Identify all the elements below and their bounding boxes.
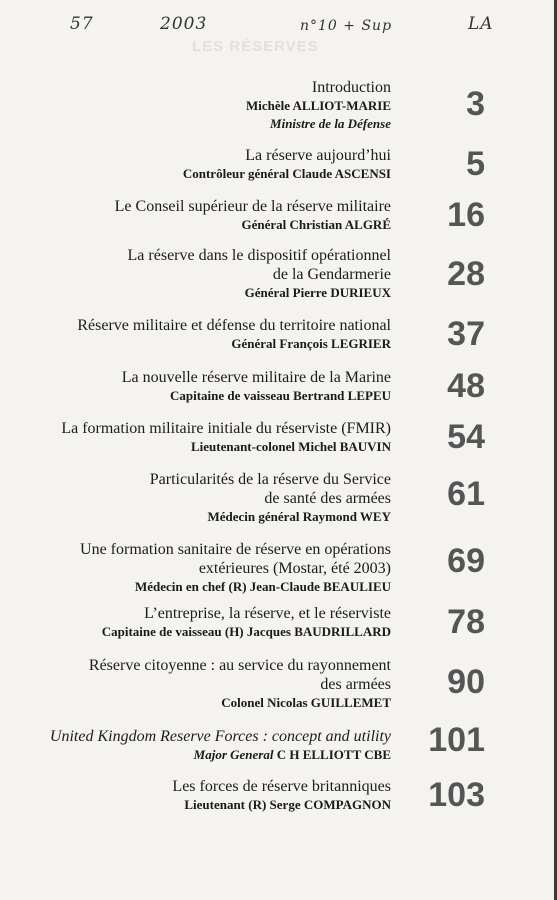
entry-text — [115, 197, 391, 234]
entry-text — [128, 246, 391, 302]
entry-title: Le Conseil supérieur de la réserve militaire — [114, 198, 391, 215]
entry-author: Lieutenant-colonel Michel BAUVIN — [190, 439, 391, 454]
page-number: 61 — [447, 475, 485, 513]
entry-title: La formation militaire initiale du réserviste (FMIR) — [61, 420, 391, 437]
entry-title: Introduction — [311, 79, 391, 96]
entry-text — [50, 727, 391, 764]
entry-author: Lieutenant (R) Serge COMPAGNON — [184, 797, 391, 812]
entry-author: Michèle ALLIOT-MARIE — [245, 98, 391, 113]
entry-title: La réserve dans le dispositif opérationnel — [127, 247, 391, 264]
entry-author: Contrôleur général Claude ASCENSI — [182, 166, 391, 181]
entry-title: La réserve aujourd’hui — [245, 147, 391, 164]
entry-title: L’entreprise, la réserve, et le réserviste — [144, 605, 391, 622]
entry-text — [80, 540, 391, 596]
entry-text — [61, 419, 391, 456]
handwritten-note-4: LA — [468, 14, 494, 34]
entry-text — [89, 656, 391, 712]
page-number: 78 — [447, 603, 485, 641]
entry-text — [246, 78, 391, 132]
entry-text — [122, 368, 391, 405]
entry-title: United Kingdom Reserve Forces : concept and utility — [49, 728, 391, 745]
entry-title: Les forces de réserve britanniques — [172, 778, 391, 795]
entry-title-line-2: de la Gendarmerie — [272, 266, 391, 283]
page-number: 28 — [447, 255, 485, 293]
entry-title-line-2: extérieures (Mostar, été 2003) — [198, 560, 391, 577]
entry-author: Médecin général Raymond WEY — [207, 509, 391, 524]
handwritten-note-1: 57 — [70, 14, 94, 34]
handwritten-note-3: n°10 + Sup — [300, 18, 393, 34]
entry-author: Capitaine de vaisseau Bertrand LEPEU — [169, 388, 391, 403]
header-ghost: LES RÉSERVES — [192, 38, 319, 55]
page-number: 103 — [428, 776, 485, 814]
entry-author-name: C H ELLIOTT CBE — [276, 747, 391, 762]
entry-author: Général Pierre DURIEUX — [244, 285, 391, 300]
entry-text — [77, 316, 391, 353]
entry-text — [172, 777, 391, 814]
handwritten-note-2: 2003 — [160, 14, 208, 34]
entry-title: Réserve militaire et défense du territoire national — [77, 317, 391, 334]
entry-title-line-2: de santé des armées — [264, 490, 391, 507]
page-number: 3 — [466, 85, 485, 123]
page-number: 90 — [447, 663, 485, 701]
entry-text — [183, 146, 391, 183]
page-number: 16 — [447, 196, 485, 234]
entry-text — [102, 604, 391, 641]
entry-author — [50, 746, 391, 764]
page-number: 5 — [466, 145, 485, 183]
entry-author: Colonel Nicolas GUILLEMET — [221, 695, 391, 710]
entry-role: Ministre de la Défense — [270, 116, 391, 131]
entry-author: Médecin en chef (R) Jean-Claude BEAULIEU — [134, 579, 391, 594]
page-number: 37 — [447, 315, 485, 353]
entry-title: La nouvelle réserve militaire de la Marine — [121, 369, 391, 386]
entry-title: Particularités de la réserve du Service — [149, 471, 391, 488]
entry-title: Réserve citoyenne : au service du rayonnement — [88, 657, 391, 674]
entry-title-line-2: des armées — [320, 676, 391, 693]
entry-text — [150, 470, 391, 526]
entry-author: Capitaine de vaisseau (H) Jacques BAUDRILLARD — [101, 624, 391, 639]
entry-author: Général Christian ALGRÉ — [241, 217, 391, 232]
entry-author-prefix: Major General — [193, 747, 274, 762]
page-number: 54 — [447, 418, 485, 456]
page-number: 69 — [447, 542, 485, 580]
entry-author: Général François LEGRIER — [231, 336, 391, 351]
page-number: 101 — [428, 721, 485, 759]
entry-title: Une formation sanitaire de réserve en opérations — [80, 541, 391, 558]
page-number: 48 — [447, 367, 485, 405]
